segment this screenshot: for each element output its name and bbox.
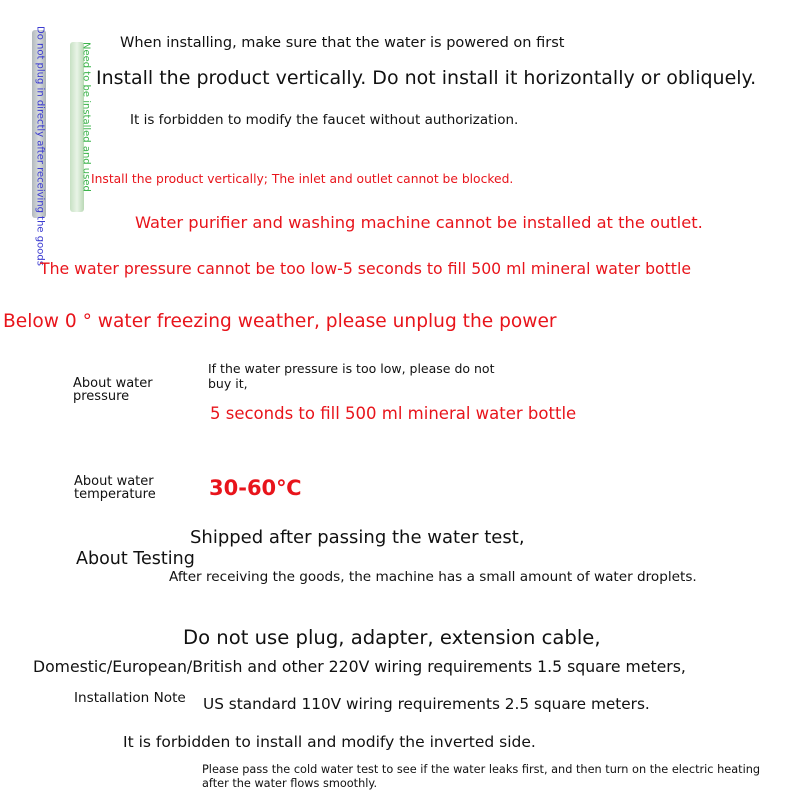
line-install-vertically: Install the product vertically. Do not install it horizontally or obliquely. xyxy=(96,67,757,89)
line-inlet-outlet: Install the product vertically; The inlet and outlet cannot be blocked. xyxy=(91,172,514,186)
install-line1: Do not use plug, adapter, extension cable, xyxy=(183,626,601,649)
testing-line2: After receiving the goods, the machine has a small amount of water droplets. xyxy=(169,569,697,585)
pressure-label-line1: About water xyxy=(73,376,153,391)
install-line5 xyxy=(202,763,760,791)
side-note-right: Need to be installed and used xyxy=(80,42,92,192)
testing-label: About Testing xyxy=(76,549,195,569)
install-line5b: after the water flows smoothly. xyxy=(202,777,378,790)
line-purifier-washing: Water purifier and washing machine cannot be installed at the outlet. xyxy=(135,213,703,232)
pressure-note-line2: buy it, xyxy=(208,376,248,391)
install-line5a: Please pass the cold water test to see if the water leaks first, and then turn on the electric heating xyxy=(202,763,761,776)
line-pressure-warning: The water pressure cannot be too low-5 seconds to fill 500 ml mineral water bottle xyxy=(40,259,691,278)
install-line3: US standard 110V wiring requirements 2.5 square meters. xyxy=(203,695,650,713)
testing-line1: Shipped after passing the water test, xyxy=(190,527,525,548)
side-note-left: Do not plug in directly after receiving the goods xyxy=(34,26,46,266)
temperature-label-line1: About water xyxy=(74,474,154,489)
line-freezing-warning: Below 0 ° water freezing weather, please unplug the power xyxy=(3,311,557,332)
pressure-label-line2: pressure xyxy=(73,389,130,404)
install-line2: Domestic/European/British and other 220V wiring requirements 1.5 square meters, xyxy=(33,657,686,676)
pressure-value: 5 seconds to fill 500 ml mineral water bottle xyxy=(210,404,577,423)
temperature-label xyxy=(74,475,156,501)
temperature-value: 30-60℃ xyxy=(209,476,302,500)
line-power-first: When installing, make sure that the water is powered on first xyxy=(120,35,565,51)
pressure-note-line1: If the water pressure is too low, please do not xyxy=(208,361,495,376)
install-line4: It is forbidden to install and modify the inverted side. xyxy=(123,733,536,751)
temperature-label-line2: temperature xyxy=(74,487,156,502)
install-label: Installation Note xyxy=(74,690,186,706)
line-no-modify-faucet: It is forbidden to modify the faucet without authorization. xyxy=(130,112,519,128)
pressure-note xyxy=(208,361,494,391)
pressure-label xyxy=(73,377,153,403)
